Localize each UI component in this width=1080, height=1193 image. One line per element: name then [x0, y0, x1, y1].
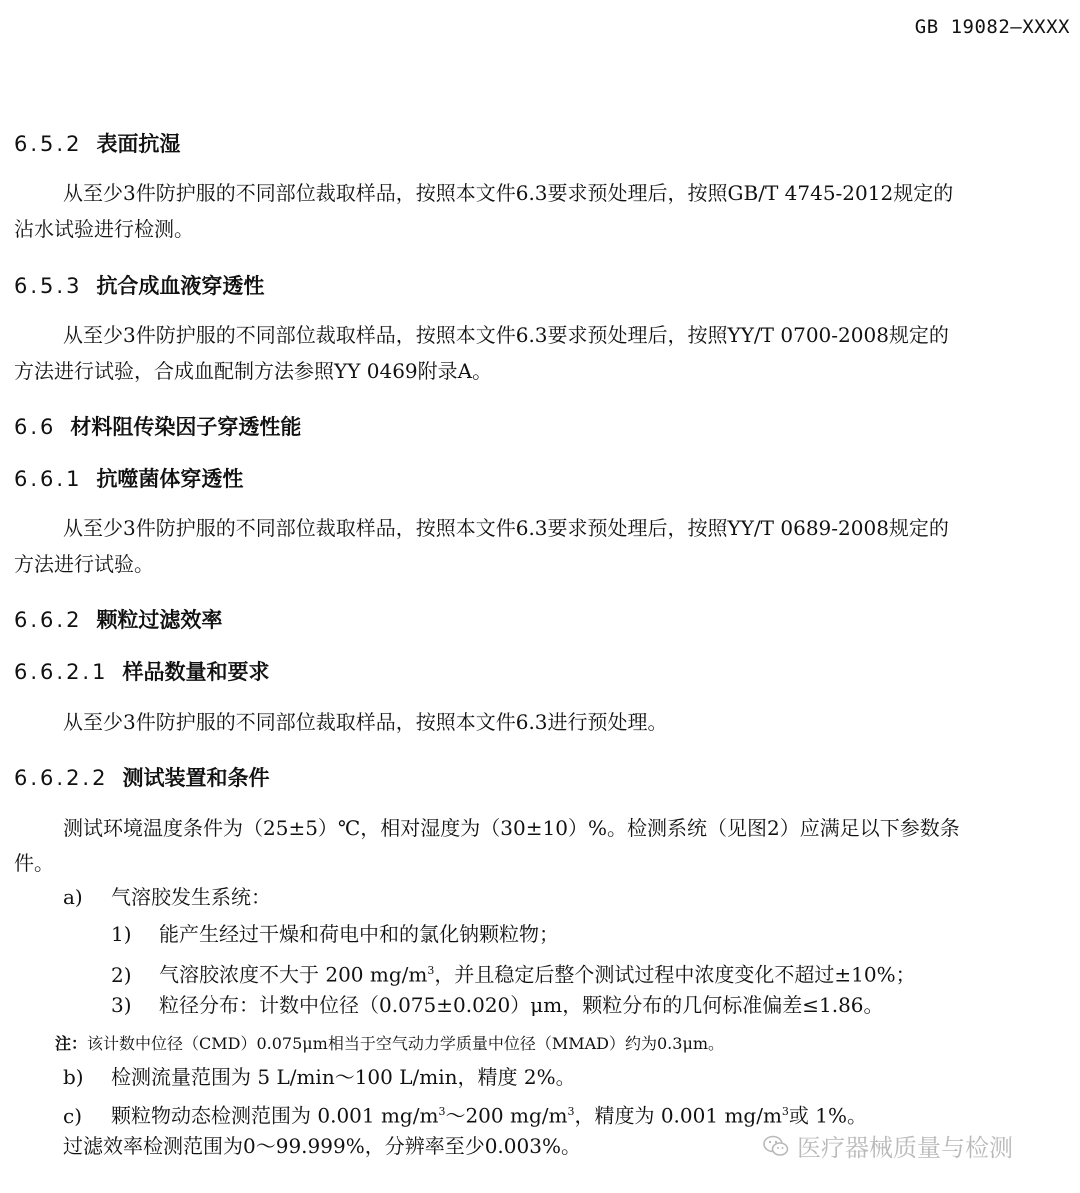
note-label: 注：	[55, 1034, 88, 1053]
sub-item-2	[111, 953, 916, 993]
section-number: 6.6.2	[14, 608, 83, 632]
list-text-4: 或 1%。	[788, 1103, 868, 1128]
list-marker: 1)	[111, 922, 132, 946]
section-title: 样品数量和要求	[122, 660, 270, 684]
document-number: GB 19082—XXXX	[914, 16, 1070, 38]
list-item-c	[63, 1094, 867, 1134]
list-item-a	[63, 880, 271, 915]
paragraph-6-5-2-line2: 沾水试验进行检测。	[14, 217, 194, 241]
heading-6-6-2-1	[14, 656, 269, 686]
list-text: 粒径分布：计数中位径（0.075±0.020）μm，颗粒分布的几何标准偏差≤1.86。	[159, 993, 884, 1017]
section-number: 6.5.3	[14, 274, 83, 298]
list-text-1: 颗粒物动态检测范围为 0.001 mg/m	[111, 1103, 439, 1128]
paragraph-6-6-2-1-line1: 从至少3件防护服的不同部位裁取样品，按照本文件6.3进行预处理。	[63, 710, 668, 734]
paragraph-6-6-2-2-line1: 测试环境温度条件为（25±5）℃，相对湿度为（30±10）%。检测系统（见图2）应满足以下参数条	[63, 816, 960, 840]
section-number: 6.5.2	[14, 132, 83, 156]
section-title: 颗粒过滤效率	[96, 608, 223, 632]
note	[55, 1031, 724, 1054]
section-title: 抗噬菌体穿透性	[96, 467, 244, 491]
list-text: 能产生经过干燥和荷电中和的氯化钠颗粒物；	[159, 922, 559, 946]
paragraph-6-6-1-line1: 从至少3件防护服的不同部位裁取样品，按照本文件6.3要求预处理后，按照YY/T 0689-2008规定的	[63, 516, 949, 540]
heading-6-6-2	[14, 604, 222, 634]
section-number: 6.6	[14, 415, 57, 439]
section-title: 表面抗湿	[96, 132, 181, 156]
heading-6-6	[14, 411, 301, 441]
section-number: 6.6.1	[14, 467, 83, 491]
list-item-b	[63, 1060, 576, 1095]
watermark-text: 医疗器械质量与检测	[797, 1134, 1013, 1162]
heading-6-6-1	[14, 463, 243, 493]
paragraph-6-6-2-2-line2: 件。	[14, 851, 54, 875]
list-text-continued: ，并且稳定后整个测试过程中浓度变化不超过±10%；	[434, 962, 916, 987]
wechat-icon	[763, 1135, 789, 1157]
sub-item-3	[111, 988, 884, 1023]
section-number: 6.6.2.1	[14, 660, 109, 684]
paragraph-6-5-3-line1: 从至少3件防护服的不同部位裁取样品，按照本文件6.3要求预处理后，按照YY/T 0700-2008规定的	[63, 323, 949, 347]
section-title: 测试装置和条件	[122, 766, 270, 790]
list-text: 检测流量范围为 5 L/min～100 L/min，精度 2%。	[111, 1065, 576, 1089]
paragraph-6-6-1-line2: 方法进行试验。	[14, 552, 154, 576]
list-marker: b)	[63, 1065, 84, 1089]
heading-6-6-2-2	[14, 762, 269, 792]
section-title: 抗合成血液穿透性	[96, 274, 265, 298]
list-marker: 2)	[111, 962, 132, 987]
list-marker: 3)	[111, 993, 132, 1017]
list-text: 气溶胶发生系统：	[111, 885, 271, 909]
list-marker: a)	[63, 885, 83, 909]
sub-item-1	[111, 917, 559, 952]
superscript: 3	[438, 1105, 446, 1118]
note-text: 该计数中位径（CMD）0.075μm相当于空气动力学质量中位径（MMAD）约为0.3μm。	[87, 1034, 725, 1053]
filter-efficiency-range: 过滤效率检测范围为0～99.999%，分辨率至少0.003%。	[63, 1134, 581, 1158]
paragraph-6-5-3-line2: 方法进行试验，合成血配制方法参照YY 0469附录A。	[14, 359, 493, 383]
list-text-3: ，精度为 0.001 mg/m	[574, 1103, 782, 1128]
watermark	[763, 1128, 1013, 1163]
section-number: 6.6.2.2	[14, 766, 109, 790]
list-marker: c)	[63, 1103, 83, 1128]
superscript: 3	[427, 964, 435, 977]
superscript: 3	[567, 1105, 575, 1118]
heading-6-5-2	[14, 128, 180, 158]
list-text-2: ～200 mg/m	[445, 1103, 568, 1128]
paragraph-6-5-2-line1: 从至少3件防护服的不同部位裁取样品，按照本文件6.3要求预处理后，按照GB/T 4745-2012规定的	[63, 181, 954, 205]
heading-6-5-3	[14, 270, 264, 300]
superscript: 3	[781, 1105, 789, 1118]
list-text: 气溶胶浓度不大于 200 mg/m	[159, 962, 428, 987]
section-title: 材料阻传染因子穿透性能	[70, 415, 302, 439]
